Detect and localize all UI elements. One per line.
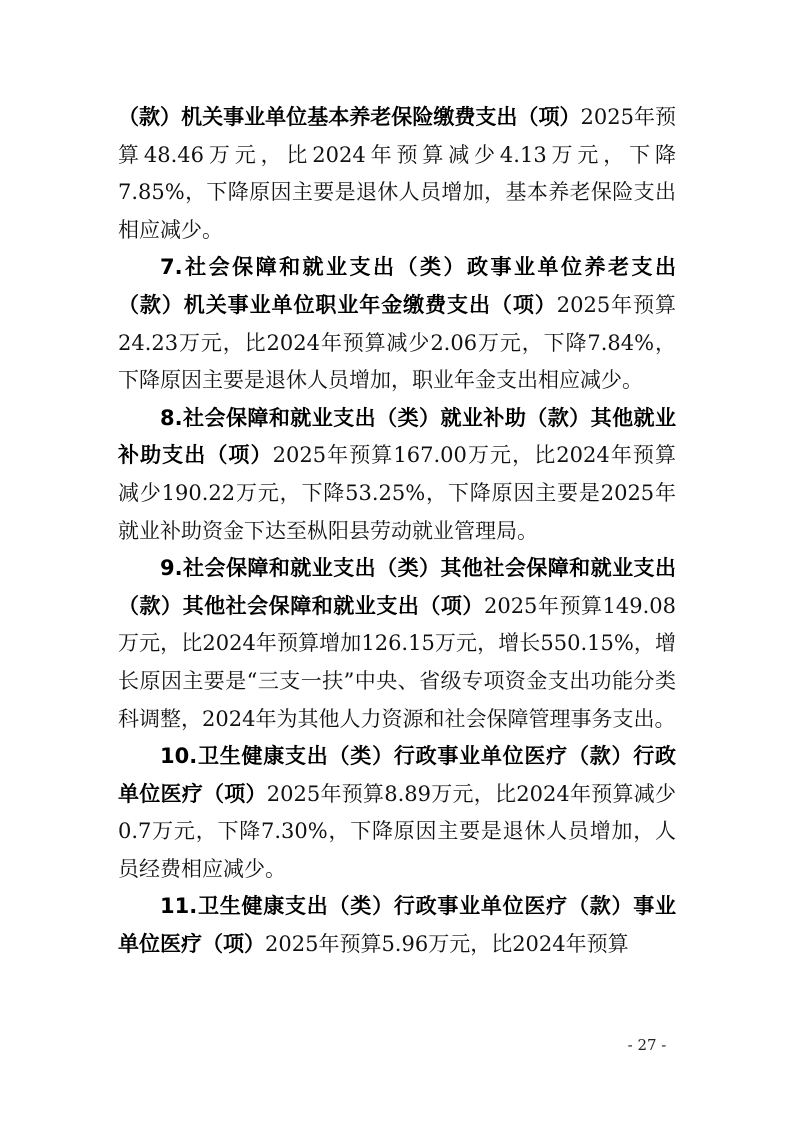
paragraph-text: 2025年预算8.89万元，比2024年预算减少0.7万元，下降7.30%，下降原因主要是退休人员增加，人员经费相应减少。 <box>118 781 676 881</box>
paragraph-heading: 11.卫生健康支出（类）行政事业单位医疗（款）事业单位医疗（项） <box>118 894 676 957</box>
paragraph-text: 2025年预算167.00万元，比2024年预算减少190.22万元，下降53.25%，下降原因主要是2025年就业补助资金下达至枞阳县劳动就业管理局。 <box>118 443 677 543</box>
paragraph-text: 2025年预算48.46万元，比2024年预算减少4.13万元，下降7.85%，下降原因主要是退休人员增加，基本养老保险支出相应减少。 <box>118 105 676 242</box>
paragraph-text: 2025年预算149.08万元，比2024年预算增加126.15万元，增长550.15%，增长原因主要是“三支一扶”中央、省级专项资金支出功能分类科调整，2024年为其他人力资源和社会保障管理事务支出。 <box>118 593 676 731</box>
paragraph-6-continued <box>118 99 676 249</box>
paragraph-9 <box>118 550 676 738</box>
paragraph-heading: 8.社会保障和就业支出（类）就业补助（款）其他就业补助支出（项） <box>118 405 676 468</box>
paragraph-7 <box>118 249 676 399</box>
paragraph-11 <box>118 888 676 963</box>
paragraph-text: 2025年预算24.23万元，比2024年预算减少2.06万元，下降7.84%，下降原因主要是退休人员增加，职业年金支出相应减少。 <box>118 292 677 393</box>
paragraph-text: 2025年预算5.96万元，比2024年预算 <box>265 932 629 957</box>
paragraph-heading: 7.社会保障和就业支出（类）政事业单位养老支出（款）机关事业单位职业年金缴费支出（项） <box>118 255 676 317</box>
body-text <box>118 99 676 964</box>
paragraph-heading: 10.卫生健康支出（类）行政事业单位医疗（款）行政单位医疗（项） <box>118 744 676 806</box>
page-number: - 27 - <box>627 1036 667 1054</box>
paragraph-heading: 9.社会保障和就业支出（类）其他社会保障和就业支出（款）其他社会保障和就业支出（项） <box>118 556 676 618</box>
paragraph-10 <box>118 738 676 888</box>
paragraph-heading: （款）机关事业单位基本养老保险缴费支出（项） <box>118 105 581 129</box>
paragraph-8 <box>118 400 676 550</box>
